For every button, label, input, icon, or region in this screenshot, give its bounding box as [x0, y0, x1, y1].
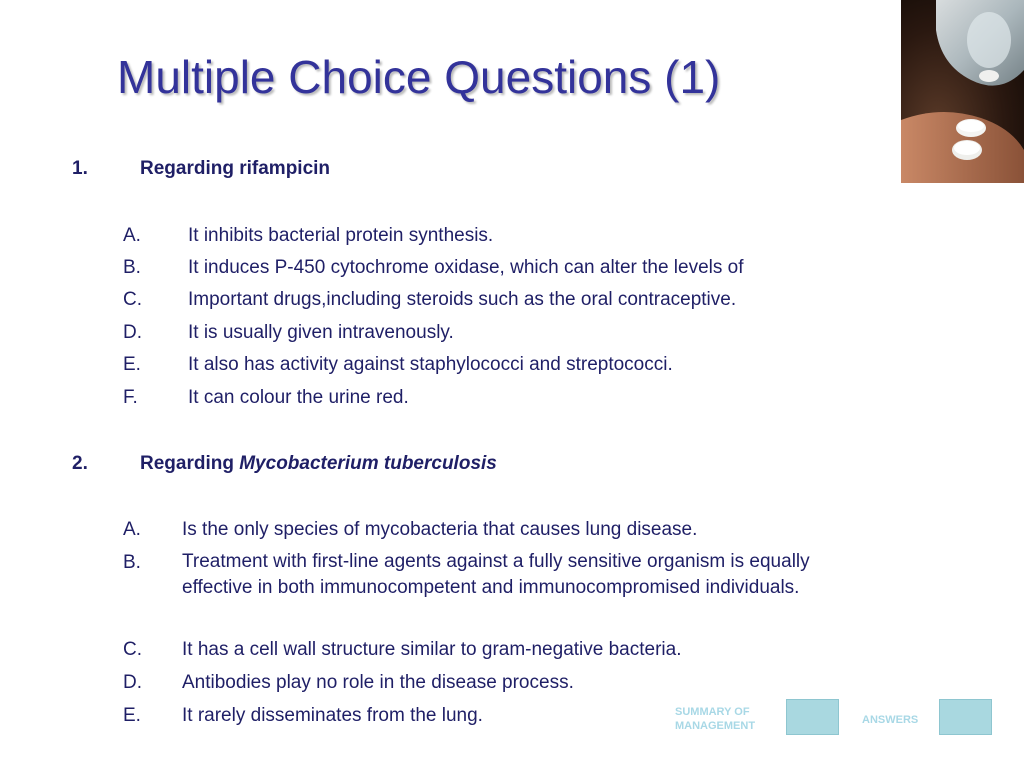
- option-text: Important drugs,including steroids such as the oral contraceptive.: [188, 289, 737, 310]
- question-number: 2.: [72, 453, 88, 474]
- option-text: It can colour the urine red.: [188, 387, 409, 408]
- option-text: It inhibits bacterial protein synthesis.: [188, 225, 494, 246]
- option-letter: B.: [123, 552, 141, 573]
- option-text: It rarely disseminates from the lung.: [182, 705, 483, 726]
- option-letter: F.: [123, 387, 138, 408]
- summary-of-management-button[interactable]: [786, 699, 839, 735]
- answers-link[interactable]: ANSWERS: [862, 714, 919, 726]
- option-letter: A.: [123, 519, 141, 540]
- question-stem-text: Regarding: [140, 453, 240, 474]
- option-text: Is the only species of mycobacteria that causes lung disease.: [182, 519, 698, 540]
- question-stem-text: Regarding rifampicin: [140, 158, 331, 179]
- question-stem-italic: Mycobacterium tuberculosis: [239, 453, 497, 474]
- summary-label-line2: MANAGEMENT: [675, 720, 756, 732]
- question-stem: [140, 158, 330, 180]
- option-letter: C.: [123, 639, 142, 660]
- option-letter: B.: [123, 257, 141, 278]
- option-text: Antibodies play no role in the disease process.: [182, 672, 574, 693]
- option-text: It has a cell wall structure similar to gram-negative bacteria.: [182, 639, 682, 660]
- pill-bottle-photo: [901, 0, 1024, 183]
- answers-button[interactable]: [939, 699, 992, 735]
- summary-of-management-link[interactable]: [675, 705, 755, 733]
- option-text: It is usually given intravenously.: [188, 322, 454, 343]
- slide-title: Multiple Choice Questions (1): [117, 51, 721, 103]
- option-letter: C.: [123, 289, 142, 310]
- option-text: It induces P-450 cytochrome oxidase, which can alter the levels of: [188, 257, 744, 278]
- option-letter: A.: [123, 225, 141, 246]
- question-stem: [140, 453, 497, 475]
- option-letter: D.: [123, 322, 142, 343]
- option-text: Treatment with first-line agents against a fully sensitive organism is equally effective in both immunocompetent and immunocompromised individuals.: [182, 551, 810, 598]
- option-text: It also has activity against staphylococci and streptococci.: [188, 354, 673, 375]
- question-number: 1.: [72, 158, 88, 179]
- summary-label-line1: SUMMARY OF: [675, 706, 750, 718]
- option-letter: E.: [123, 705, 141, 726]
- option-letter: D.: [123, 672, 142, 693]
- option-letter: E.: [123, 354, 141, 375]
